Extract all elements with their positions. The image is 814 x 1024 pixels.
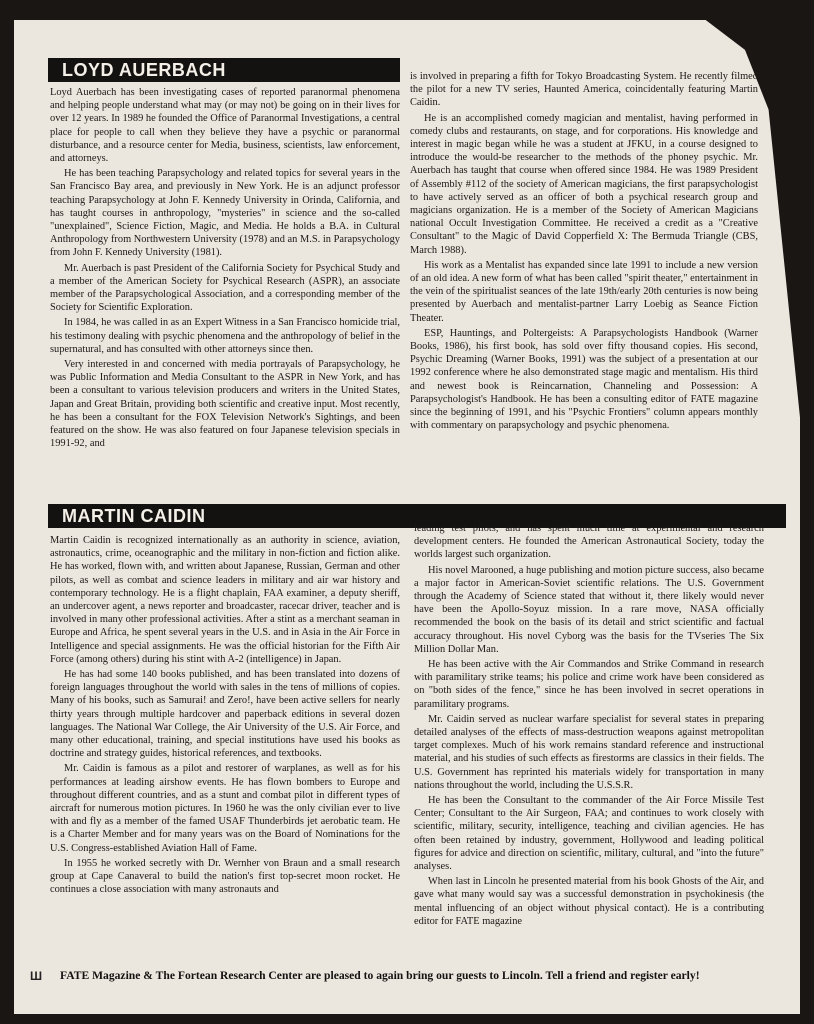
article-column-right	[410, 70, 758, 432]
paragraph: He has had some 140 books published, and has been translated into dozens of foreign languages throughout the world with sales in the tens of millions of copies. Many of his books, such as Samurai! and Zero!, have been active sellers for nearly thirty years through multiple hardcover and paperback editions in several dozen languages. The National War College, the Air University of the U.S. Air Force, and many other educational, training, and special institutions have used his books as doctrine and strategy guides, historical references, and textbooks.	[50, 669, 400, 760]
paragraph: He is an accomplished comedy magician and mentalist, having performed in comedy clubs and restaurants, on stage, and for corporations. His knowledge and interest in magic began while he was a student at JFKU, in a course designed to introduce the would-be researcher to the methods of the phoney psychic. Mr. Auerbach has taught that course when offered since 1984. He was 1989 President of Assembly #112 of the society of American magicians, the first parapsychologist to have actively served as an officer of both a psychical research group and magicians organization. He is a member of the Society of American Magicians national Occult Investigation Committee. He received a credit as a "Creative Consultant" to the Magic of David Copperfield X: The Bermuda Triangle (CBS, March 1988).	[410, 112, 758, 256]
paragraph: He has been active with the Air Commandos and Strike Command in research with paramilitary strike teams; his police and crime work have been considered as on "both sides of the fence," since he has been involved in secret operations in paramilitary programs.	[414, 659, 764, 710]
article-column-right	[414, 522, 764, 928]
paragraph: leading test pilots, and has spent much time at experimental and research development centers. He founded the American Astronautical Society, today the worlds largest such organization.	[414, 523, 764, 561]
article-column-left	[50, 86, 400, 450]
paragraph: Martin Caidin is recognized internationally as an authority in science, aviation, astronautics, crime, oceanographic and the military in non-fiction and fiction alike. He has worked, flown with, and written about Japanese, Russian, German and other pilots, as well as combat and science leaders in military and air war history and contemporary technology. He is a flight chaplain, FAA examiner, a deputy sheriff, an undercover agent, a news reporter and broadcaster, racecar driver, teacher and is involved in many other professional activities. After a stint as a merchant seaman in Europe and Africa, he spent several years in the U.S. and in Asia in the Air Force in Intelligence and special assignments. He was the official historian for the Fifth Air Force (among others) during his stint with A-2 (intelligence) in Japan.	[50, 535, 400, 665]
section-title: MARTIN CAIDIN	[62, 505, 206, 526]
paragraph: His work as a Mentalist has expanded since late 1991 to include a new version of an old idea. A new form of what has been called "spirit theater," entertainment in the vein of the spiritualist seances of the late 19th/early 20th centuries is now being presented by Auerbach and mentalist-partner Larry Loebig as Seance Fiction Theater.	[410, 259, 758, 324]
section-header-auerbach	[48, 58, 400, 82]
paragraph: Loyd Auerbach has been investigating cases of reported paranormal phenomena and helping people understand what may (or may not) be going on in their lives for over 12 years. In 1989 he founded the Office of Paranormal Investigations, a central place for people to call when they believe they have a psychic or paranormal disturbance, and a resource center for Media, business, scientists, law enforcement, and attorneys.	[50, 87, 400, 165]
paragraph: He has been the Consultant to the commander of the Air Force Missile Test Center; Consultant to the Air Surgeon, FAA; and continues to work closely with scientific, military, security, intelligence, teaching and civilian agencies. He has often been retained by industry, government, Hollywood and leading political figures for advice and direction on scientific, military, cultural, and "into the future" analyses.	[414, 795, 764, 873]
paragraph: He has been teaching Parapsychology and related topics for several years in the San Francisco Bay area, and previously in New York. He is an adjunct professor teaching Parapsychology at John F. Kennedy University in Orinda, California, and has taught courses in anthropology, "mysteries" in science and the so-called "unexplained", Science Fiction, Magic, and Media. He holds a B.A. in Cultural Anthropology from Northwestern University (1978) and an M.S. in Parapsychology from John F. Kennedy University (1981).	[50, 168, 400, 259]
paragraph: When last in Lincoln he presented material from his book Ghosts of the Air, and gave what many would say was a successful demonstration in psychokinesis (the mental influencing of an object without physical contact). He is a contributing editor for FATE magazine	[414, 876, 764, 927]
paragraph: is involved in preparing a fifth for Tokyo Broadcasting System. He recently filmed the pilot for a new TV series, Haunted America, coincidentally featuring Martin Caidin.	[410, 71, 758, 109]
paragraph: Mr. Auerbach is past President of the California Society for Psychical Study and a member of the American Society for Psychical Research (ASPR), an associate member of the Parapsychological Association, and a corresponding member of the Society for Scientific Exploration.	[50, 262, 400, 314]
paragraph: Mr. Caidin served as nuclear warfare specialist for several states in preparing detailed analyses of the effects of mass-destruction weapons against metropolitan target complexes. Much of his work remains standard reference and instructional material, and his studies of such effects as firestorms are classics in their fields. The U.S. Government has reprinted his materials widely for transportation in many nations throughout the world, including the U.S.S.R.	[414, 713, 764, 791]
binding-mark-icon: Ш	[30, 969, 43, 983]
paragraph: In 1984, he was called in as an Expert Witness in a San Francisco homicide trial, his testimony dealing with psychic phenomena and the anthropology of belief in the supernatural, and has consulted with other attorneys since then.	[50, 317, 400, 355]
paragraph: In 1955 he worked secretly with Dr. Wernher von Braun and a small research group at Cape Canaveral to build the nation's first top-secret moon rocket. He continues a close association with many astronauts and	[50, 857, 400, 896]
footer-announcement: FATE Magazine & The Fortean Research Center are pleased to again bring our guests to Lincoln. Tell a friend and register early!	[60, 969, 700, 982]
paragraph: Very interested in and concerned with media portrayals of Parapsychology, he was Public Information and Media Consultant to the ASPR in New York, and has been a consultant to various television producers and writers in the United States, Japan and Great Britain, providing both scientific and creative input. Most recently, he has been a consultant for the FOX Television Network's Sightings, and been featured on the show. He was also featured on four Japanese television specials in 1991-92, and	[50, 359, 400, 450]
paragraph: His novel Marooned, a huge publishing and motion picture success, also became a major factor in American-Soviet scientific relations. The U.S. Government through the Academy of Science stated that without it, there likely would never have been the Apollo-Soyuz mission. In a rare move, NASA officially recommended the book on the basis of its detail and strict scientific and factual accuracy throughout. His novel Cyborg was the basis for the TVseries The Six Million Dollar Man.	[414, 564, 764, 655]
paragraph: Mr. Caidin is famous as a pilot and restorer of warplanes, as well as for his performances at leading airshow events. He has flown bombers to Europe and throughout different countries, and as a stunt and combat pilot in different types of aircraft for numerous motion pictures. In 1960 he was the only civilian ever to live with and fly as a member of the famed USAF Thunderbirds jet aerobatic team. He is a Charter Member and for many years was on the Board of Nominations for the U.S. Congress-established Aviation Hall of Fame.	[50, 763, 400, 854]
article-column-left	[50, 534, 400, 896]
section-title: LOYD AUERBACH	[62, 59, 226, 80]
paragraph: ESP, Hauntings, and Poltergeists: A Parapsychologists Handbook (Warner Books, 1986), his first book, has sold over fifty thousand copies. His second, Psychic Dreaming (Warner Books, 1991) was the subject of a presentation at our 1992 conference where he also demonstrated stage magic and mentalism. His third and newest book is Reincarnation, Channeling and Possession: A Parapsychologist's Handbook. He has been a consulting editor of FATE magazine since the beginning of 1991, and his "Psychic Frontiers" column appears monthly with commentary on parapsychology and psychic phenomena.	[410, 327, 758, 432]
